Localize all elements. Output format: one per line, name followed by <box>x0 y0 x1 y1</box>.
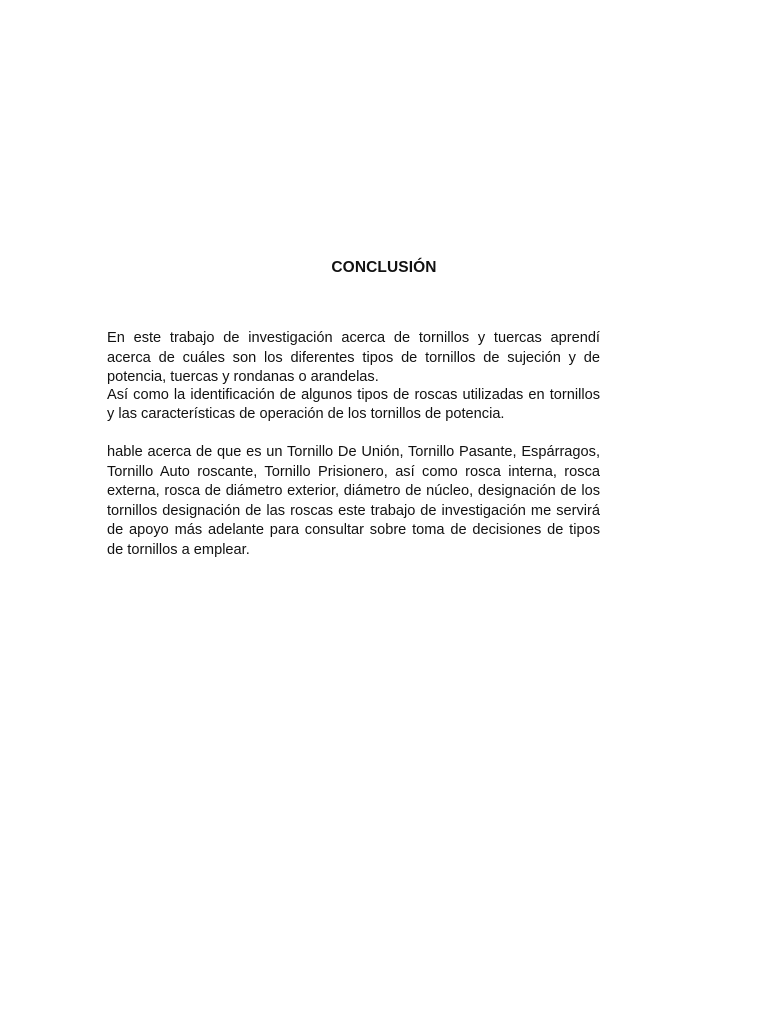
paragraph-intro: En este trabajo de investigación acerca de tornillos y tuercas aprendí acerca de cuáles son los diferentes tipos de tornillos de sujeción y de potencia, tuercas y rondanas o arandelas. <box>107 330 600 385</box>
paragraph-roscas: Así como la identificación de algunos tipos de roscas utilizadas en tornillos y las características de operación de los tornillos de potencia. <box>107 386 600 422</box>
page-title: CONCLUSIÓN <box>331 259 437 276</box>
paragraph-summary: hable acerca de que es un Tornillo De Unión, Tornillo Pasante, Espárragos, Tornillo Auto roscante, Tornillo Prisionero, así como rosca interna, rosca externa, rosca de diámetro exterior, diámetro de núcleo, designación de los tornillos designación de las roscas este trabajo de investigación me servirá de apoyo más adelante para consultar sobre toma de decisiones de tipos de tornillos a emplear. <box>107 444 600 558</box>
